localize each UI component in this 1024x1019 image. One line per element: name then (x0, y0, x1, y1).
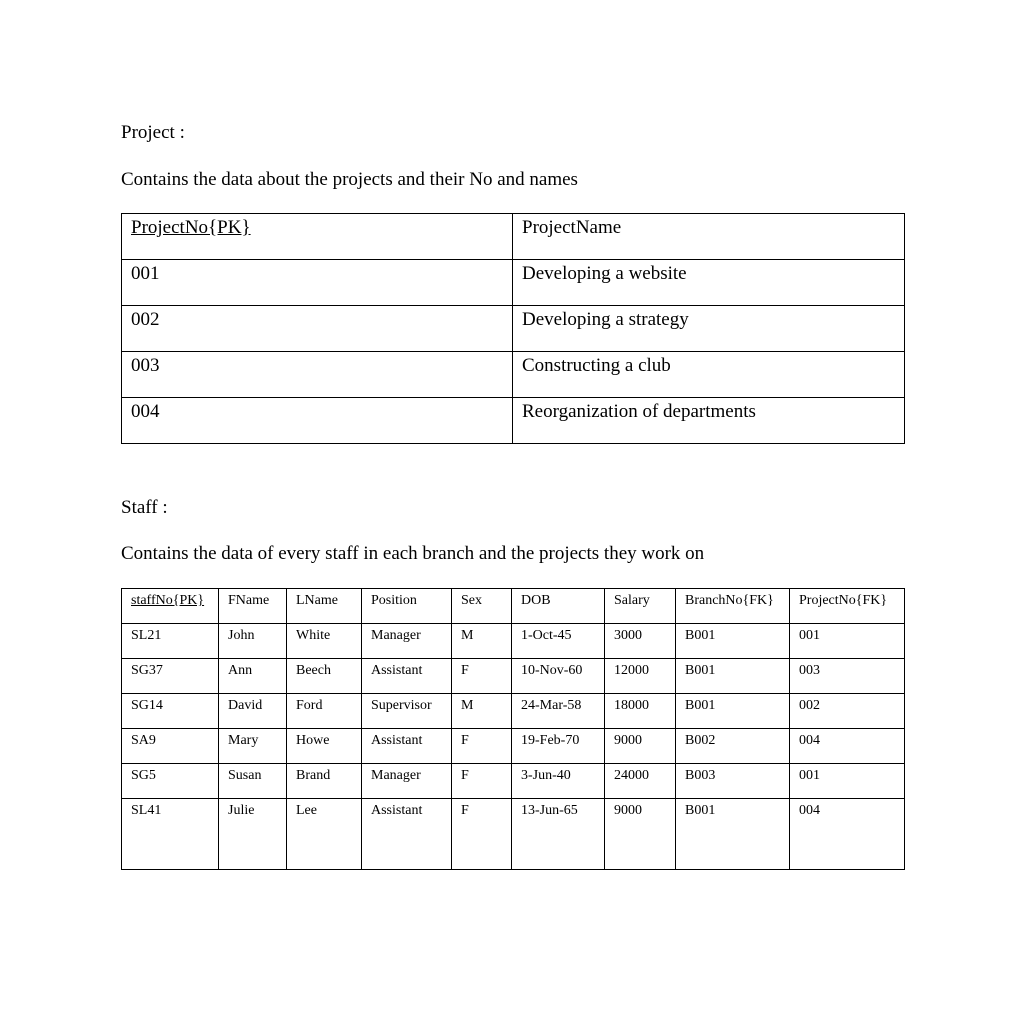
cell-project-no: 002 (790, 694, 905, 729)
cell-project-no: 002 (122, 306, 513, 352)
cell-lname: Lee (287, 799, 362, 870)
cell-fname: Mary (219, 729, 287, 764)
cell-salary: 9000 (605, 729, 676, 764)
cell-project-name: Constructing a club (513, 352, 905, 398)
cell-project-no: 003 (122, 352, 513, 398)
cell-staff-no: SG14 (122, 694, 219, 729)
cell-project-no: 004 (122, 398, 513, 444)
cell-branch-no: B001 (676, 659, 790, 694)
cell-branch-no: B003 (676, 764, 790, 799)
cell-project-no: 001 (790, 624, 905, 659)
project-description: Contains the data about the projects and their No and names (121, 169, 578, 190)
table-row (122, 260, 905, 306)
cell-sex: F (452, 764, 512, 799)
cell-fname: Susan (219, 764, 287, 799)
cell-project-no: 001 (790, 764, 905, 799)
table-row (122, 729, 905, 764)
cell-fname: Ann (219, 659, 287, 694)
cell-dob: 19-Feb-70 (512, 729, 605, 764)
cell-project-name: Reorganization of departments (513, 398, 905, 444)
column-header-sex: Sex (452, 589, 512, 624)
cell-project-name: Developing a website (513, 260, 905, 306)
cell-lname: Ford (287, 694, 362, 729)
cell-branch-no: B001 (676, 799, 790, 870)
cell-branch-no: B002 (676, 729, 790, 764)
cell-branch-no: B001 (676, 694, 790, 729)
cell-sex: M (452, 694, 512, 729)
column-header-branch-no: BranchNo{FK} (676, 589, 790, 624)
cell-staff-no: SG37 (122, 659, 219, 694)
cell-position: Manager (362, 624, 452, 659)
staff-table (121, 588, 905, 870)
column-header-fname: FName (219, 589, 287, 624)
cell-position: Supervisor (362, 694, 452, 729)
cell-dob: 24-Mar-58 (512, 694, 605, 729)
cell-project-no: 001 (122, 260, 513, 306)
cell-lname: White (287, 624, 362, 659)
table-header-row (122, 589, 905, 624)
table-row (122, 624, 905, 659)
project-heading: Project : (121, 122, 185, 143)
table-row (122, 799, 905, 870)
cell-project-name: Developing a strategy (513, 306, 905, 352)
cell-sex: F (452, 799, 512, 870)
column-header-staff-no: staffNo{PK} (122, 589, 219, 624)
cell-position: Assistant (362, 799, 452, 870)
cell-branch-no: B001 (676, 624, 790, 659)
cell-dob: 1-Oct-45 (512, 624, 605, 659)
cell-position: Assistant (362, 729, 452, 764)
cell-project-no: 003 (790, 659, 905, 694)
cell-lname: Howe (287, 729, 362, 764)
cell-dob: 13-Jun-65 (512, 799, 605, 870)
table-row (122, 659, 905, 694)
column-header-salary: Salary (605, 589, 676, 624)
column-header-position: Position (362, 589, 452, 624)
cell-salary: 3000 (605, 624, 676, 659)
table-row (122, 306, 905, 352)
cell-project-no: 004 (790, 729, 905, 764)
staff-heading: Staff : (121, 497, 168, 518)
cell-fname: Julie (219, 799, 287, 870)
cell-sex: F (452, 729, 512, 764)
staff-description: Contains the data of every staff in each branch and the projects they work on (121, 543, 705, 564)
table-row (122, 398, 905, 444)
cell-staff-no: SL21 (122, 624, 219, 659)
cell-lname: Brand (287, 764, 362, 799)
cell-staff-no: SA9 (122, 729, 219, 764)
cell-sex: M (452, 624, 512, 659)
cell-lname: Beech (287, 659, 362, 694)
cell-fname: David (219, 694, 287, 729)
cell-salary: 12000 (605, 659, 676, 694)
cell-position: Assistant (362, 659, 452, 694)
cell-fname: John (219, 624, 287, 659)
cell-position: Manager (362, 764, 452, 799)
column-header-project-name: ProjectName (513, 214, 905, 260)
table-row (122, 352, 905, 398)
cell-dob: 3-Jun-40 (512, 764, 605, 799)
cell-salary: 18000 (605, 694, 676, 729)
table-row (122, 694, 905, 729)
cell-staff-no: SG5 (122, 764, 219, 799)
cell-staff-no: SL41 (122, 799, 219, 870)
cell-salary: 9000 (605, 799, 676, 870)
project-table (121, 213, 905, 444)
cell-salary: 24000 (605, 764, 676, 799)
cell-project-no: 004 (790, 799, 905, 870)
cell-dob: 10-Nov-60 (512, 659, 605, 694)
column-header-project-no: ProjectNo{PK} (122, 214, 513, 260)
column-header-lname: LName (287, 589, 362, 624)
cell-sex: F (452, 659, 512, 694)
table-header-row (122, 214, 905, 260)
column-header-project-no: ProjectNo{FK} (790, 589, 905, 624)
table-row (122, 764, 905, 799)
column-header-dob: DOB (512, 589, 605, 624)
